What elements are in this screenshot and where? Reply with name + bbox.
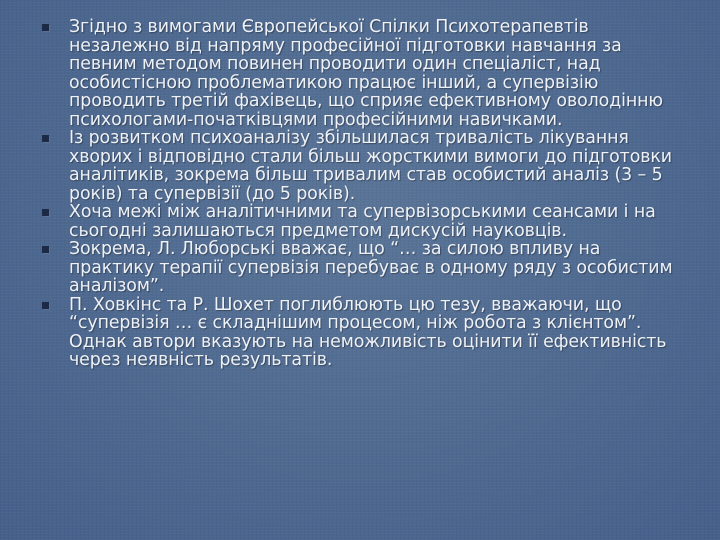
bullet-item	[40, 129, 680, 203]
bullet-item	[40, 240, 680, 296]
square-bullet-icon	[42, 24, 49, 31]
bullet-text: Згідно з вимогами Європейської Спілки Психотерапевтів незалежно від напряму професійної підготовки навчання за певним методом повинен проводити один спеціаліст, над особистісною проблематикою працює інший, а супервізію проводить третій фахівець, що сприяє ефективному оволодінню психологами-початківцями професійними навичками.	[69, 17, 663, 130]
square-bullet-icon	[42, 246, 49, 253]
bullet-item	[40, 203, 680, 240]
square-bullet-icon	[42, 135, 49, 142]
bullet-item	[40, 296, 680, 370]
square-bullet-icon	[42, 302, 49, 309]
bullet-text: Із розвитком психоаналізу збільшилася тривалість лікування хворих і відповідно стали більш жорсткими вимоги до підготовки аналітиків, зокрема більш тривалим став особистий аналіз (3 – 5 років) та супервізії (до 5 років).	[69, 128, 673, 204]
bullet-text: Зокрема, Л. Люборські вважає, що “… за силою впливу на практику терапії супервізія перебуває в одному ряду з особистим аналізом”.	[69, 239, 673, 296]
bullet-text: П. Ховкінс та Р. Шохет поглиблюють цю тезу, вважаючи, що “супервізія … є складнішим процесом, ніж робота з клієнтом”. Однак автори вказують на неможливість оцінити її ефективність через неявність результатів.	[69, 294, 667, 370]
bullet-text: Хоча межі між аналітичними та супервізорськими сеансами і на сьогодні залишаються предметом дискусій науковців.	[69, 202, 656, 241]
bullet-item	[40, 18, 680, 129]
square-bullet-icon	[42, 209, 49, 216]
bullet-list	[40, 18, 680, 370]
